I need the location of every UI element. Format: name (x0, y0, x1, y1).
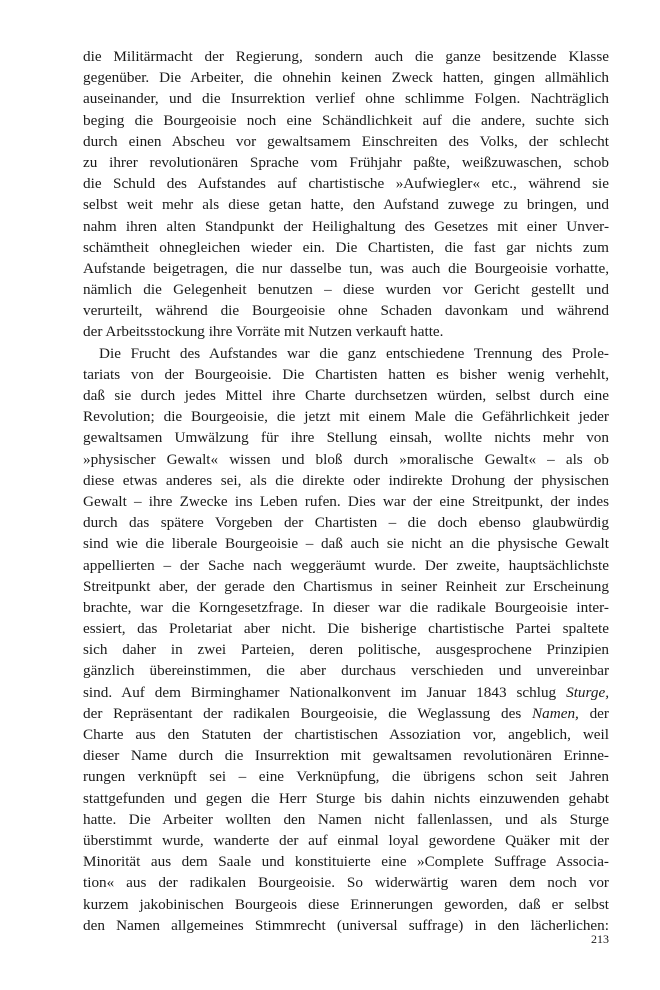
text-line: brachte, war die Korngesetzfrage. In dieser war die radikale Bourgeoisie inter- (83, 598, 609, 616)
emphasis: Namen, (532, 704, 579, 722)
text-line: zu ihrer revolutionären Sprache vom Frühjahr paßte, weißzuwaschen, schob (83, 153, 609, 171)
text-line: stattgefunden und gegen die Herr Sturge bis dahin nichts einzuwenden gehabt (83, 789, 609, 807)
text-line: Charte aus den Statuten der chartistischen Assoziation vor, angeblich, weil (83, 726, 609, 743)
text-line: verurteilt, während die Bourgeoisie ohne Schaden davonkam und während (83, 302, 609, 320)
text-line: essiert, das Proletariat aber nicht. Die bisherige chartistische Partei spaltete (83, 620, 609, 638)
text-line: gewaltsamen Umwälzung für ihre Stellung einsah, wollte nichts mehr von (83, 429, 609, 447)
text-line: daß sie durch jedes Mittel ihre Charte durchsetzen würden, selbst durch eine (83, 387, 609, 404)
text-line: hatte. Die Arbeiter wollten den Namen nicht fallenlassen, und als Sturge (83, 810, 609, 828)
text-line: Revolution; die Bourgeoisie, die jetzt mit einem Male die Gefährlichkeit jeder (83, 408, 609, 426)
text-line: diese etwas anderes sei, als die direkte oder indirekte Drohung der physischen (83, 471, 609, 489)
text-line: die Militärmacht der Regierung, sondern auch die ganze besitzende Klasse (83, 48, 609, 65)
text-line: Minorität aus dem Saale und konstituierte eine »Complete Suffrage Associa- (83, 853, 609, 871)
text-line: Gewalt – ihre Zwecke ins Leben rufen. Dies war der eine Streitpunkt, der indes (83, 492, 609, 510)
body-text (83, 46, 609, 936)
text-line: Die Frucht des Aufstandes war die ganz entschiedene Trennung des Prole- (99, 344, 609, 362)
text-line: tion« aus der radikalen Bourgeoisie. So widerwärtig waren dem noch vor (83, 874, 609, 892)
text-line: die Schuld des Aufstandes auf chartistische »Aufwiegler« etc., während sie (83, 175, 609, 193)
text-line: durch einen Abscheu vor gewaltsamem Einschreiten des Volks, der schlecht (83, 132, 609, 150)
emphasis: Sturge, (566, 683, 609, 701)
text-line: nahm ihren alten Standpunkt der Heilighaltung des Gesetzes mit einer Unver- (83, 217, 609, 235)
text-line: durch das spätere Vorgeben der Chartisten – die doch ebenso glaubwürdig (83, 514, 609, 532)
text-line: gänzlich übereinstimmen, die aber durchaus verschieden und unvereinbar (83, 662, 609, 680)
text-line: schämtheit ohnegleichen wieder ein. Die Chartisten, die fast gar nichts zum (83, 238, 609, 256)
text-line: der Arbeitsstockung ihre Vorräte mit Nutzen verkauft hatte. (83, 323, 444, 341)
text-line: »physischer Gewalt« wissen und bloß durch »moralische Gewalt« – als ob (83, 450, 609, 468)
text-line: appellierten – der Sache nach weggeräumt wurde. Der zweite, hauptsächlichste (83, 556, 609, 574)
text-line: tariats von der Bourgeoisie. Die Chartisten hatten es bisher wenig verhehlt, (83, 365, 609, 383)
text-line: sich daher in zwei Parteien, deren politische, ausgesprochene Prinzipien (83, 641, 609, 659)
text-line: auseinander, und die Insurrektion verlief ohne schlimme Folgen. Nachträglich (83, 90, 609, 108)
text-line: der Repräsentant der radikalen Bourgeoisie, die Weglassung des Namen, der (83, 704, 609, 722)
text-line: dieser Name durch die Insurrektion mit gewaltsamen revolutionären Erinne- (83, 747, 609, 765)
page-number: 213 (591, 932, 609, 946)
text-line: gegenüber. Die Arbeiter, die ohnehin keinen Zweck hatten, gingen allmählich (83, 69, 609, 87)
text-line: überstimmt wurde, wanderte der auf einmal loyal gewordene Quäker mit der (83, 831, 609, 849)
text-line: den Namen allgemeines Stimmrecht (universal suffrage) in den lächerlichen: (83, 916, 609, 934)
text-line: sind wie die liberale Bourgeoisie – daß auch sie nicht an die physische Gewalt (83, 535, 609, 553)
text-line: nämlich die Gelegenheit benutzen – diese wurden vor Gericht gestellt und (83, 281, 609, 299)
text-line: Streitpunkt aber, der gerade den Chartismus in seiner Reinheit zur Erscheinung (83, 577, 609, 595)
text-line: rungen verknüpft sei – eine Verknüpfung, die übrigens schon seit Jahren (83, 768, 609, 786)
text-line: selbst weit mehr als diese getan hatte, den Aufstand zuwege zu bringen, und (83, 196, 609, 214)
text-line: kurzem jakobinischen Bourgeois diese Erinnerungen geworden, daß er selbst (83, 895, 609, 913)
text-line: Aufstande beigetragen, die nur dasselbe tun, was auch die Bourgeoisie vorhatte, (83, 259, 609, 277)
text-line: sind. Auf dem Birminghamer Nationalkonvent im Januar 1843 schlug Sturge, (83, 683, 609, 701)
text-line: beging die Bourgeoisie noch eine Schändlichkeit auf die andere, suchte sich (83, 111, 609, 129)
